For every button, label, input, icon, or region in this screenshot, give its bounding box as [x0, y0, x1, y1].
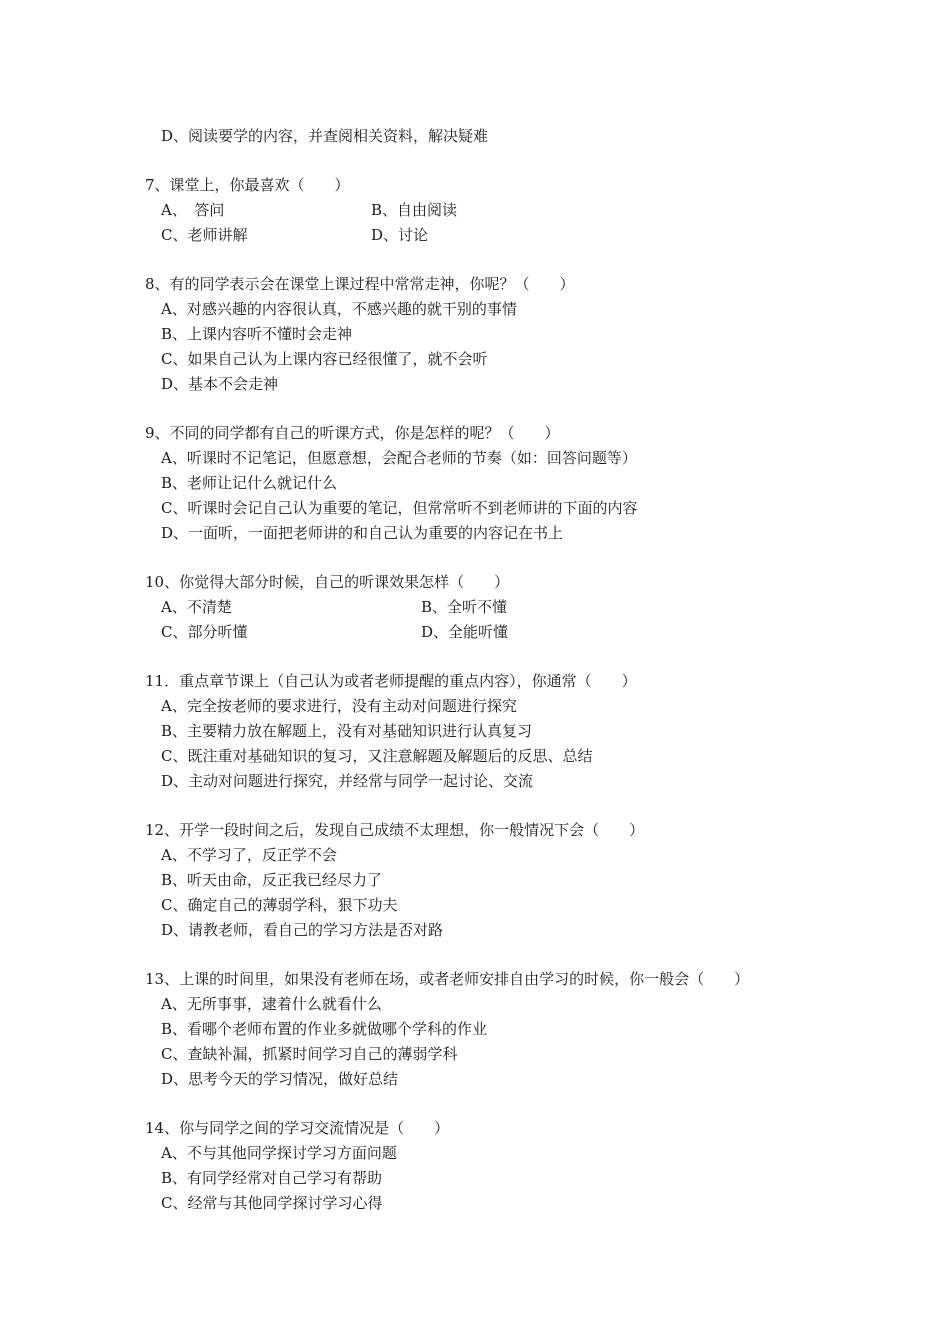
option-row [145, 223, 845, 248]
option-d: D、请教老师，看自己的学习方法是否对路 [161, 921, 444, 939]
option-row [145, 620, 845, 645]
option-d: D、思考今天的学习情况，做好总结 [161, 1070, 399, 1088]
question-stem: 10、你觉得大部分时候，自己的听课效果怎样（ ） [145, 573, 510, 591]
option-d: D、基本不会走神 [161, 375, 279, 393]
option-a: A、不与其他同学探讨学习方面问题 [161, 1144, 397, 1162]
question-stem: 8、有的同学表示会在课堂上课过程中常常走神，你呢？（ ） [145, 275, 575, 293]
option-a: A、听课时不记笔记，但愿意想，会配合老师的节奏（如：回答问题等） [161, 449, 637, 467]
option-row [145, 595, 845, 620]
option-c: C、听课时会记自己认为重要的笔记，但常常听不到老师讲的下面的内容 [161, 499, 638, 517]
option-b: B、看哪个老师布置的作业多就做哪个学科的作业 [161, 1020, 488, 1038]
question-stem: 13、上课的时间里，如果没有老师在场，或者老师安排自由学习的时候，你一般会（ ） [145, 970, 750, 988]
option-c: C、经常与其他同学探讨学习心得 [161, 1194, 383, 1212]
questionnaire-body [145, 124, 845, 1240]
question-stem: 14、你与同学之间的学习交流情况是（ ） [145, 1119, 450, 1137]
question-13 [145, 967, 845, 1092]
option-row [145, 198, 845, 223]
option-c: C、部分听懂 [161, 623, 248, 641]
option-a: A、不学习了，反正学不会 [161, 846, 337, 864]
option-b: B、老师让记什么就记什么 [161, 474, 338, 492]
question-12 [145, 818, 845, 943]
option-a: A、无所事事，逮着什么就看什么 [161, 995, 382, 1013]
question-11 [145, 669, 845, 794]
question-stem: 12、开学一段时间之后，发现自己成绩不太理想，你一般情况下会（ ） [145, 821, 645, 839]
question-stem: 9、不同的同学都有自己的听课方式，你是怎样的呢？（ ） [145, 424, 560, 442]
option-d: D、全能听懂 [421, 623, 509, 641]
question-10 [145, 570, 845, 645]
option-a: A、对感兴趣的内容很认真，不感兴趣的就干别的事情 [161, 300, 517, 318]
question-stem: 11．重点章节课上（自己认为或者老师提醒的重点内容），你通常（ ） [145, 672, 637, 690]
option-b: B、全听不懂 [421, 598, 508, 616]
question-9 [145, 421, 845, 546]
option-b: B、听天由命，反正我已经尽力了 [161, 871, 383, 889]
option-a: A、不清楚 [161, 598, 232, 616]
option-d: D、讨论 [371, 226, 429, 244]
question-6-tail [145, 124, 845, 149]
question-7 [145, 173, 845, 248]
option-b: B、有同学经常对自己学习有帮助 [161, 1169, 383, 1187]
option-c: C、确定自己的薄弱学科，狠下功夫 [161, 896, 398, 914]
option-c: C、既注重对基础知识的复习，又注意解题及解题后的反思、总结 [161, 747, 593, 765]
option-a: A、 答问 [161, 201, 225, 219]
option-b: B、自由阅读 [371, 201, 458, 219]
option-c: C、如果自己认为上课内容已经很懂了，就不会听 [161, 350, 488, 368]
option-c: C、查缺补漏，抓紧时间学习自己的薄弱学科 [161, 1045, 458, 1063]
option-c: C、老师讲解 [161, 226, 248, 244]
option-b: B、主要精力放在解题上，没有对基础知识进行认真复习 [161, 722, 533, 740]
option-d: D、阅读要学的内容，并查阅相关资料，解决疑难 [161, 127, 489, 145]
option-b: B、上课内容听不懂时会走神 [161, 325, 353, 343]
option-a: A、完全按老师的要求进行，没有主动对问题进行探究 [161, 697, 517, 715]
option-d: D、一面听，一面把老师讲的和自己认为重要的内容记在书上 [161, 524, 564, 542]
question-stem: 7、课堂上，你最喜欢（ ） [145, 176, 350, 194]
question-14 [145, 1116, 845, 1216]
question-8 [145, 272, 845, 397]
option-d: D、主动对问题进行探究，并经常与同学一起讨论、交流 [161, 772, 534, 790]
